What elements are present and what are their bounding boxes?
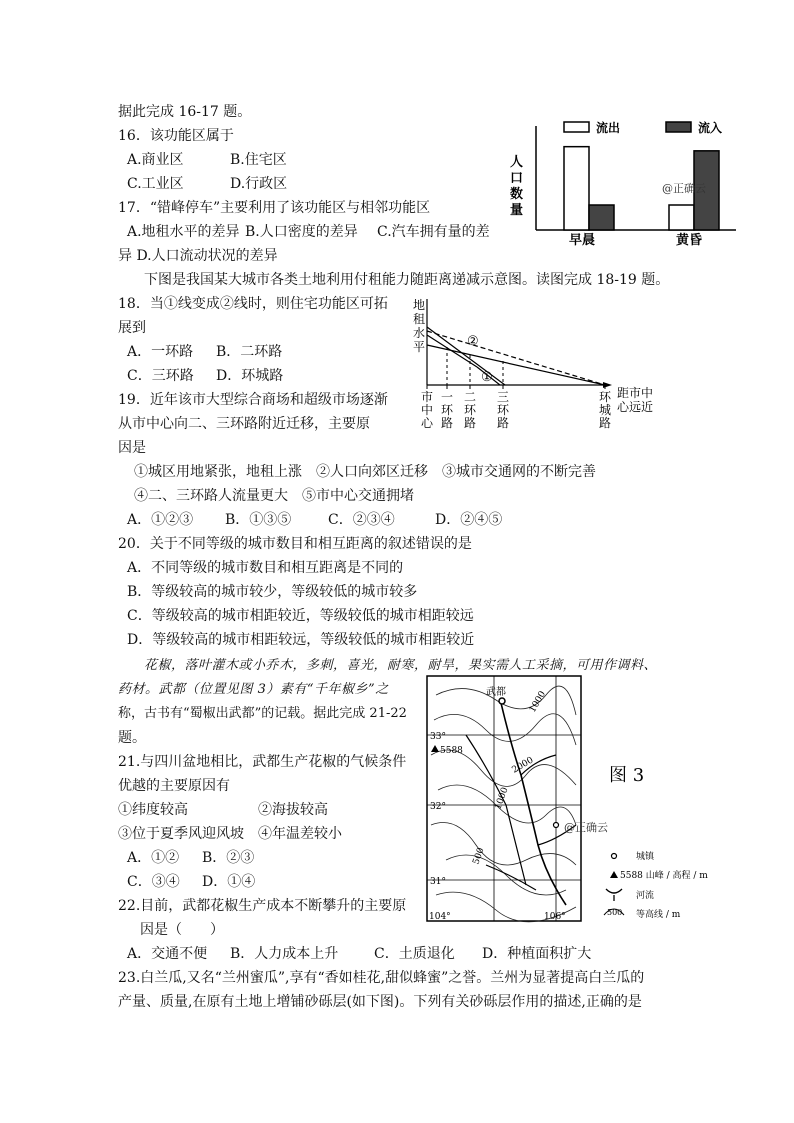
x-tick-label: 城 [598,403,612,417]
legend-label: 城镇 [636,852,655,862]
curve-label-2: ② [467,334,479,349]
legend-inflow-swatch [666,122,691,132]
text-line: 产量、质量,在原有土地上增铺砂砾层(如下图)。下列有关砂砾层作用的描述,正确的是 [118,994,642,1010]
x-axis-label-2: 心远近 [617,400,654,414]
wudu-map [426,675,716,925]
question-23: 23.白兰瓜,又名“兰州蜜瓜”,享有“香如桂花,甜似蜂蜜”之誉。兰州为显著提高白兰瓜的 [118,970,645,986]
option-b: B．等级较高的城市较少，等级较低的城市较多 [127,584,418,600]
bar-inflow-0 [589,205,614,230]
option-a: A.地租水平的差异 [127,224,240,240]
y-axis-label-1: 人 [510,155,524,170]
x-tick-label: 环 [598,390,612,404]
watermark: @正确云 [564,821,608,834]
legend-label: 等高线 / m [636,910,681,920]
text-line: 称，古书有“蜀椒出武都”的记载。据此完成 21-22 [118,706,407,721]
x-tick-label: 环 [496,403,510,417]
y-axis-label-2: 口 [510,171,524,186]
text-line: 从市中心向二、三环路附近迁移，主要原 [118,416,370,432]
longitude-label: 106° [544,912,566,922]
y-axis-label-1: 地 [413,298,426,312]
text-line: 药材。武都（位置见图 3）素有“千年椒乡”之 [118,682,389,697]
legend-river-icon [606,889,622,901]
legend-label: 河流 [636,891,655,901]
option-d: D．等级较高的城市相距较远，等级较低的城市相距较近 [127,632,475,648]
option-c: C．三环路 [127,368,194,384]
text-line: 因是（ ） [140,922,224,938]
x-tick-label: 二 [463,390,477,404]
option-d: D．环城路 [216,368,284,384]
land-rent-chart [405,297,685,433]
watermark: @正确云 [662,182,706,195]
option-b: B．人力成本上升 [230,946,339,962]
text-line: 异 D.人口流动状况的差异 [118,248,278,264]
option-b: B．②③ [202,850,255,866]
option-a: A．一环路 [127,344,194,360]
option-c: C.汽车拥有量的差 [377,224,490,240]
x-tick-label: 中 [420,403,434,417]
option-c: C．②③④ [328,512,395,528]
x-tick-label: 环 [440,403,454,417]
latitude-label: 33° [430,732,446,742]
option-a: A．交通不便 [127,946,208,962]
x-tick-label: 黄昏 [675,233,703,248]
statement-list: ①城区用地紧张，地租上涨 ②人口向郊区迁移 ③城市交通网的不断完善 [134,464,596,480]
curve-residential-2 [427,331,605,385]
y-axis-label-2: 租 [413,312,426,326]
option-d: D．②④⑤ [435,512,503,528]
option-a: A．不同等级的城市数目和相互距离是不同的 [127,560,404,576]
peak-label: 5588 [440,746,463,756]
x-tick-label: 心 [420,416,434,430]
curve-commercial [427,327,505,385]
x-tick-label: 早晨 [568,233,596,248]
latitude-label: 32° [430,802,446,812]
bar-outflow-1 [669,205,694,230]
option-b: B.人口密度的差异 [245,224,358,240]
intro-21-22: 花椒，落叶灌木或小乔木，多刺，喜光，耐寒，耐旱，果实需人工采摘，可用作调料、 [144,658,658,673]
legend-outflow-swatch [564,122,589,132]
option-b: B．①③⑤ [225,512,292,528]
curve-label-1: ① [481,370,493,385]
x-tick-label: 路 [496,416,510,430]
figure-title: 图 3 [609,765,645,786]
option-a: A.商业区 [127,152,184,168]
option-d: D.行政区 [230,176,288,192]
x-tick-label: 三 [496,390,510,404]
x-tick-label: 路 [598,416,612,430]
question-21: 21.与四川盆地相比，武都生产花椒的气候条件 [118,754,407,770]
text-line: 据此完成 16-17 题。 [118,104,252,120]
option-a: A．①② [127,850,180,866]
option-d: D．种植面积扩大 [482,946,592,962]
contour-label: 1000 [493,786,511,812]
statement-2: ②海拔较高 [258,802,328,818]
city-label: 武都 [486,687,506,698]
option-b: B．二环路 [216,344,283,360]
contour-label: 2000 [510,755,536,776]
city-marker [499,698,505,704]
latitude-label: 31° [430,877,446,887]
intro-18-19: 下图是我国某大城市各类土地利用付租能力随距离递减示意图。读图完成 18-19 题。 [144,272,670,288]
option-c: C．土质退化 [374,946,455,962]
option-d: D．①④ [202,874,256,890]
y-axis-label-4: 量 [510,203,524,218]
city-marker [554,823,559,828]
population-flow-chart [504,116,768,248]
legend-inflow-label: 流入 [698,121,723,135]
legend-contour-value: 500 [607,908,623,917]
option-c: C．等级较高的城市相距较近，等级较低的城市相距较远 [127,608,474,624]
x-tick-label: 路 [463,416,477,430]
question-16: 16．该功能区属于 [118,128,234,144]
contour-label: 1000 [527,689,549,715]
curve-industrial [427,345,605,385]
y-axis-label-4: 平 [413,340,426,354]
legend-label: 5588 山峰 / 高程 / m [620,871,708,881]
option-c: C．③④ [127,874,180,890]
question-18: 18．当①线变成②线时，则住宅功能区可拓 [118,296,388,312]
option-a: A．①②③ [127,512,194,528]
contour-label: 500 [471,846,487,867]
text-line: 因是 [118,440,146,456]
x-tick-label: 一 [440,390,454,404]
question-19: 19．近年该市大型综合商场和超级市场逐渐 [118,392,388,408]
x-axis-arrow [603,382,612,388]
legend-city-icon [612,854,617,859]
x-axis-label-1: 距市中 [617,386,654,400]
longitude-label: 104° [429,912,451,922]
statement-1: ①纬度较高 [118,802,188,818]
x-tick-label: 环 [463,403,477,417]
question-20: 20．关于不同等级的城市数目和相互距离的叙述错误的是 [118,536,472,552]
statement-3: ③位于夏季风迎风坡 [118,826,244,842]
question-22: 22.目前，武都花椒生产成本不断攀升的主要原 [118,898,407,914]
text-line: 题。 [118,730,146,746]
option-b: B.住宅区 [230,152,287,168]
statement-4: ④年温差较小 [258,826,342,842]
question-17: 17．“错峰停车”主要利用了该功能区与相邻功能区 [118,200,431,216]
text-line: 优越的主要原因有 [118,778,230,794]
x-tick-label: 市 [420,390,434,404]
y-axis-label-3: 数 [510,187,524,202]
bar-outflow-0 [564,147,589,230]
x-tick-label: 路 [440,416,454,430]
text-line: 展到 [118,320,146,336]
statement-list: ④二、三环路人流量更大 ⑤市中心交通拥堵 [134,488,414,504]
option-c: C.工业区 [127,176,184,192]
legend-peak-icon [610,871,618,878]
y-axis-label-3: 水 [413,326,426,340]
legend-outflow-label: 流出 [596,121,621,135]
